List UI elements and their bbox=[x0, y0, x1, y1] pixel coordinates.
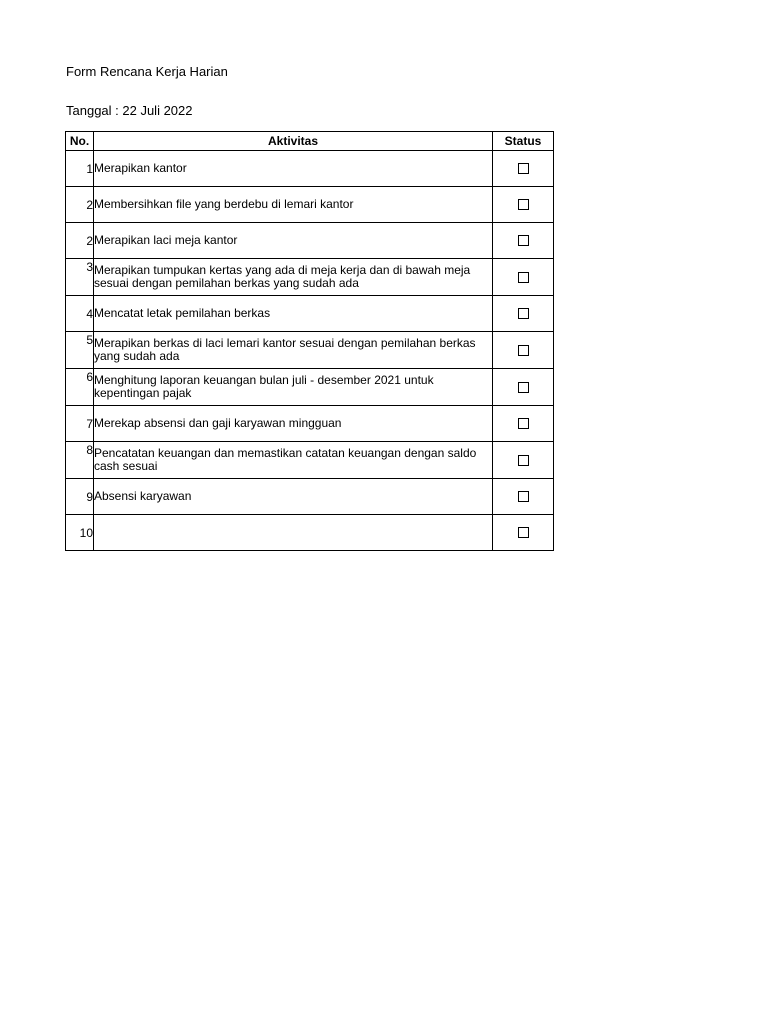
date-line: Tanggal : 22 Juli 2022 bbox=[66, 103, 193, 118]
status-checkbox-icon[interactable] bbox=[518, 418, 529, 429]
row-number: 7 bbox=[66, 406, 94, 442]
row-status bbox=[493, 442, 554, 479]
status-checkbox-icon[interactable] bbox=[518, 527, 529, 538]
table-row bbox=[66, 223, 554, 259]
status-checkbox-icon[interactable] bbox=[518, 382, 529, 393]
row-activity: Menghitung laporan keuangan bulan juli - desember 2021 untuk kepentingan pajak bbox=[94, 369, 493, 406]
table-row bbox=[66, 442, 554, 479]
row-number: 9 bbox=[66, 479, 94, 515]
row-status bbox=[493, 187, 554, 223]
row-number: 6 bbox=[66, 369, 94, 406]
row-number: 8 bbox=[66, 442, 94, 479]
row-status bbox=[493, 406, 554, 442]
row-status bbox=[493, 151, 554, 187]
row-activity: Merapikan kantor bbox=[94, 151, 493, 187]
row-status bbox=[493, 259, 554, 296]
row-activity: Pencatatan keuangan dan memastikan catatan keuangan dengan saldo cash sesuai bbox=[94, 442, 493, 479]
row-status bbox=[493, 296, 554, 332]
row-number: 10 bbox=[66, 515, 94, 551]
row-number: 3 bbox=[66, 259, 94, 296]
status-checkbox-icon[interactable] bbox=[518, 455, 529, 466]
table-row bbox=[66, 332, 554, 369]
row-activity: Mencatat letak pemilahan berkas bbox=[94, 296, 493, 332]
row-activity: Absensi karyawan bbox=[94, 479, 493, 515]
row-number: 4 bbox=[66, 296, 94, 332]
table-row bbox=[66, 515, 554, 551]
row-status bbox=[493, 515, 554, 551]
status-checkbox-icon[interactable] bbox=[518, 235, 529, 246]
row-status bbox=[493, 332, 554, 369]
header-activity: Aktivitas bbox=[94, 132, 493, 151]
status-checkbox-icon[interactable] bbox=[518, 272, 529, 283]
row-number: 1 bbox=[66, 151, 94, 187]
table-row bbox=[66, 406, 554, 442]
row-number: 2 bbox=[66, 187, 94, 223]
row-activity: Membersihkan file yang berdebu di lemari kantor bbox=[94, 187, 493, 223]
status-checkbox-icon[interactable] bbox=[518, 491, 529, 502]
table-row bbox=[66, 151, 554, 187]
row-activity: Merapikan tumpukan kertas yang ada di meja kerja dan di bawah meja sesuai dengan pemilahan berkas yang sudah ada bbox=[94, 259, 493, 296]
form-title: Form Rencana Kerja Harian bbox=[66, 64, 228, 79]
row-status bbox=[493, 369, 554, 406]
table-row bbox=[66, 187, 554, 223]
status-checkbox-icon[interactable] bbox=[518, 199, 529, 210]
header-status: Status bbox=[493, 132, 554, 151]
table-header-row bbox=[66, 132, 554, 151]
table-row bbox=[66, 296, 554, 332]
row-activity bbox=[94, 515, 493, 551]
table-row bbox=[66, 479, 554, 515]
activity-table bbox=[65, 131, 554, 551]
header-no: No. bbox=[66, 132, 94, 151]
row-number: 5 bbox=[66, 332, 94, 369]
row-status bbox=[493, 479, 554, 515]
row-number: 2 bbox=[66, 223, 94, 259]
row-status bbox=[493, 223, 554, 259]
status-checkbox-icon[interactable] bbox=[518, 163, 529, 174]
status-checkbox-icon[interactable] bbox=[518, 345, 529, 356]
status-checkbox-icon[interactable] bbox=[518, 308, 529, 319]
table-row bbox=[66, 259, 554, 296]
row-activity: Merapikan berkas di laci lemari kantor sesuai dengan pemilahan berkas yang sudah ada bbox=[94, 332, 493, 369]
row-activity: Merekap absensi dan gaji karyawan mingguan bbox=[94, 406, 493, 442]
row-activity: Merapikan laci meja kantor bbox=[94, 223, 493, 259]
table-row bbox=[66, 369, 554, 406]
